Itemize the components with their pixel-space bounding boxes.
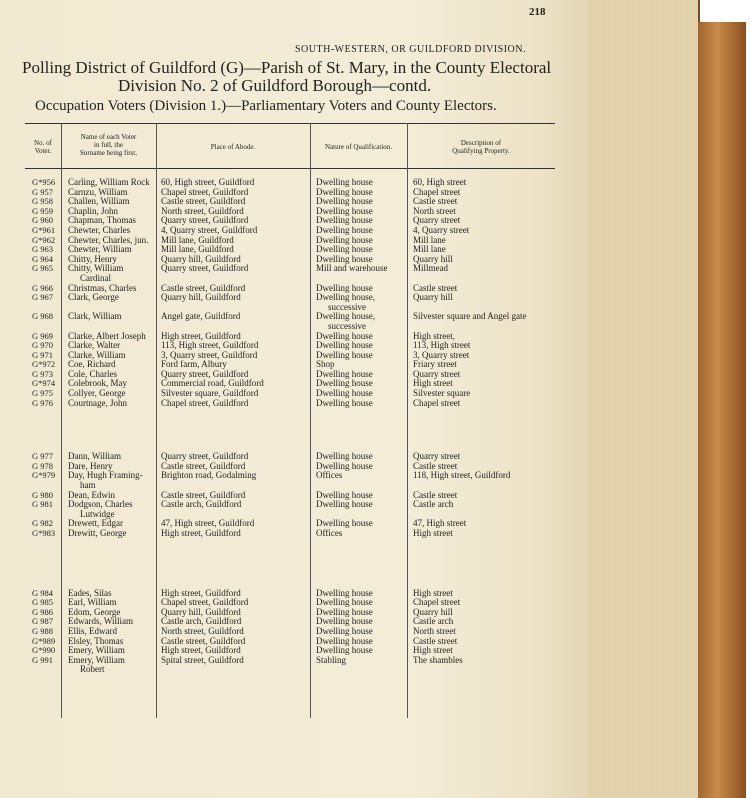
voter-number: G*983 (32, 528, 56, 538)
column-header-text: Nature of Qualification. (324, 143, 393, 151)
voter-name-continuation: Lutwidge (80, 508, 115, 519)
voter-name (68, 293, 119, 303)
qualification-line: Stabling (316, 654, 347, 665)
voter-number: G*974 (32, 378, 56, 389)
voter-name (68, 529, 126, 539)
table-row (25, 399, 555, 409)
table-row (25, 293, 555, 312)
voter-name-line: Edom, George (68, 606, 121, 617)
column-header-text: Place of Abode. (210, 143, 256, 151)
place-of-abode: Castle street, Guildford (161, 196, 246, 207)
place-of-abode: High street, Guildford (161, 587, 241, 598)
qualification-line: Dwelling house (316, 177, 373, 187)
place-of-abode: Mill lane, Guildford (161, 244, 234, 255)
place-of-abode: North street, Guildford (161, 625, 244, 636)
voter-number: G*956 (32, 177, 56, 187)
voter-name-line: Dann, William (68, 451, 121, 462)
place-of-abode: Quarry street, Guildford (161, 368, 249, 379)
voter-number: G 988 (32, 625, 54, 636)
voter-name-line: Chitty, Henry (68, 253, 117, 264)
voter-number: G 975 (32, 388, 54, 399)
property-description: High street (413, 528, 453, 538)
column-header-name (61, 133, 156, 157)
qualification-line: Dwelling house (316, 645, 373, 656)
place-of-abode: Chapel street, Guildford (161, 397, 249, 408)
voter-name-line: Carling, William Rock (68, 177, 150, 187)
voter-name-line: Coe, Richard (68, 359, 116, 370)
qualification-line: Dwelling house (316, 234, 373, 245)
place-of-abode: Angel gate, Guildford (161, 311, 241, 322)
voter-name-line: Dean, Edwin (68, 489, 115, 500)
qualification-line: Dwelling house (316, 205, 373, 216)
place-of-abode: Chapel street, Guildford (161, 597, 249, 608)
place-of-abode: High street, Guildford (161, 330, 241, 341)
section-title: Occupation Voters (Division 1.)—Parliamentary Voters and County Electors. (35, 98, 497, 114)
qualification-line: Dwelling house (316, 616, 373, 627)
place-of-abode: Silvester square, Guildford (161, 388, 259, 399)
property-description: Castle street (413, 196, 458, 207)
voter-name-line: Emery, William (68, 654, 125, 665)
column-header-text: Qualifying Property. (452, 147, 510, 155)
voter-number: G 970 (32, 340, 54, 351)
qualification-line: Shop (316, 359, 335, 370)
qualification-line: Dwelling house (316, 215, 373, 226)
property-description: High street (413, 587, 453, 598)
voter-name-line: Clarke, Walter (68, 340, 121, 351)
place-of-abode: Quarry hill, Guildford (161, 292, 241, 303)
voter-number: G*990 (32, 645, 56, 656)
title-line-1: Polling District of Guildford (G)—Parish of St. Mary, in the County Electoral (22, 58, 552, 77)
voter-name-line: Earl, William (68, 597, 117, 608)
place-of-abode: 60, High street, Guildford (161, 177, 255, 187)
voter-number: G 991 (32, 654, 54, 665)
voter-name-line: Collyer, George (68, 388, 126, 399)
property-description: 113, High street (413, 340, 471, 351)
qualification (316, 656, 346, 666)
property-description: Quarry street (413, 368, 461, 379)
qualification-line: Dwelling house (316, 330, 373, 341)
property-description: 3, Quarry street (413, 349, 470, 360)
qualification-line: Dwelling house, (316, 292, 375, 303)
column-header-no (25, 139, 61, 155)
voter-name (68, 264, 123, 283)
voter-name (68, 471, 143, 490)
qualification-line: Dwelling house (316, 224, 373, 235)
place-of-abode: Castle street, Guildford (161, 635, 246, 646)
column-header-abode (156, 143, 310, 151)
page-number: 218 (529, 6, 546, 18)
qualification (316, 293, 375, 312)
qualification-line: Mill and warehouse (316, 263, 388, 274)
column-header-qualification (310, 143, 407, 151)
voter-name-line: Chewter, Charles, jun. (68, 234, 149, 245)
voter-number: G*989 (32, 635, 56, 646)
place-of-abode: Commercial road, Guildford (161, 378, 264, 389)
voter-name-line: Clark, George (68, 292, 119, 303)
place-of-abode: North street, Guildford (161, 205, 244, 216)
place-of-abode: 4, Quarry street, Guildford (161, 224, 258, 235)
place-of-abode: Castle arch, Guildford (161, 499, 242, 510)
place-of-abode: Castle street, Guildford (161, 489, 246, 500)
table-row (25, 529, 555, 539)
voter-name-line: Elsley, Thomas (68, 635, 124, 646)
qualification (316, 399, 373, 409)
qualification-line: Dwelling house (316, 388, 373, 399)
column-header-text: No. of (34, 139, 52, 147)
qualification-line: Dwelling house (316, 340, 373, 351)
property-description: Quarry street (413, 451, 461, 462)
property-description: Castle street (413, 282, 458, 293)
qualification-line: Dwelling house, (316, 311, 375, 322)
table-row (25, 264, 555, 283)
table-top-rule (25, 123, 555, 124)
place-of-abode: High street, Guildford (161, 645, 241, 656)
voter-name-line: Challen, William (68, 196, 130, 207)
property-description: Chapel street (413, 186, 461, 197)
place-of-abode: Quarry street, Guildford (161, 451, 249, 462)
voter-number: G 957 (32, 186, 54, 197)
qualification (316, 500, 373, 510)
voter-number: G 965 (32, 263, 54, 274)
qualification-line: Dwelling house (316, 597, 373, 608)
voter-number: G*972 (32, 359, 56, 370)
voter-name-line: Clarke, William (68, 349, 126, 360)
property-description: Quarry hill (413, 253, 453, 264)
column-header-text: Voter. (34, 147, 52, 155)
voter-table (25, 123, 555, 718)
voter-name-line: Clark, William (68, 311, 122, 322)
voter-name-line: Chaplin, John (68, 205, 119, 216)
place-of-abode: High street, Guildford (161, 528, 241, 538)
voter-number: G 980 (32, 489, 54, 500)
qualification-line: Dwelling house (316, 587, 373, 598)
voter-name-line: Colebrook, May (68, 378, 127, 389)
qualification (316, 312, 375, 331)
place-of-abode: Mill lane, Guildford (161, 234, 234, 245)
place-of-abode: Spital street, Guildford (161, 654, 244, 665)
qualification-line: Dwelling house (316, 451, 373, 462)
property-description: Quarry hill (413, 292, 453, 303)
running-head: SOUTH-WESTERN, OR GUILDFORD DIVISION. (295, 44, 526, 55)
voter-number: G 969 (32, 330, 54, 341)
property-description: Friary street (413, 359, 457, 370)
place-of-abode: 47, High street, Guildford (161, 518, 255, 529)
table-row (25, 500, 555, 519)
place-of-abode: 3, Quarry street, Guildford (161, 349, 258, 360)
table-row (25, 656, 555, 675)
voter-name-line: Dare, Henry (68, 460, 113, 471)
column-header-text: Surname being first. (80, 149, 137, 157)
qualification (316, 264, 387, 274)
qualification-line: Dwelling house (316, 625, 373, 636)
place-of-abode: 113, High street, Guildford (161, 340, 259, 351)
place-of-abode: Ford farm, Albury (161, 359, 227, 370)
property-description: Chapel street (413, 597, 461, 608)
property-description: High street (413, 645, 453, 656)
property-description: Quarry street (413, 215, 461, 226)
qualification-line: Dwelling house (316, 244, 373, 255)
column-header-text: in full, the (94, 141, 123, 149)
voter-name-line: Chewter, Charles (68, 224, 131, 235)
property-description: The shambles (413, 654, 463, 665)
property-description: North street (413, 205, 456, 216)
voter-number: G*962 (32, 234, 56, 245)
voter-name-continuation: ham (80, 480, 96, 491)
voter-name-continuation: Robert (80, 664, 105, 675)
voter-name-line: Chitty, William (68, 263, 124, 274)
voter-name-line: Ellis, Edward (68, 625, 117, 636)
property-description: Silvester square and Angel gate (413, 311, 527, 322)
property-description: High street (413, 378, 453, 389)
voter-number: G 986 (32, 606, 54, 617)
property-description: 4, Quarry street (413, 224, 470, 235)
property-description: High street, (413, 330, 455, 341)
voter-name-line: Day, Hugh Framing- (68, 470, 143, 481)
voter-number: G 966 (32, 282, 54, 293)
voter-number: G 971 (32, 349, 54, 360)
qualification (316, 471, 342, 481)
property-description: Mill lane (413, 244, 446, 255)
voter-number: G 960 (32, 215, 54, 226)
qualification-line: Dwelling house (316, 489, 373, 500)
qualification-line: Dwelling house (316, 349, 373, 360)
voter-number: G*979 (32, 470, 56, 481)
qualification-line: Dwelling house (316, 196, 373, 207)
voter-name-line: Drewett, Edgar (68, 518, 123, 529)
table-row (25, 312, 555, 331)
property-description: Castle arch (413, 616, 454, 627)
place-of-abode: Quarry hill, Guildford (161, 606, 241, 617)
qualification-line: Dwelling house (316, 282, 373, 293)
voter-name (68, 312, 121, 322)
property-description: Quarry hill (413, 606, 453, 617)
voter-number: G 967 (32, 292, 54, 303)
voter-number: G 958 (32, 196, 54, 207)
voter-name-line: Dodgson, Charles (68, 499, 133, 510)
qualification-line: Dwelling house (316, 460, 373, 471)
qualification-line: Dwelling house (316, 606, 373, 617)
property-description: Castle street (413, 460, 458, 471)
qualification-line: Dwelling house (316, 253, 373, 264)
voter-name-line: Eades, Silas (68, 587, 112, 598)
place-of-abode: Quarry hill, Guildford (161, 253, 241, 264)
voter-number: G 964 (32, 253, 54, 264)
qualification-line: Dwelling house (316, 397, 373, 408)
voter-name-line: Edwards, William (68, 616, 133, 627)
place-of-abode: Chapel street, Guildford (161, 186, 249, 197)
voter-name-line: Christmas, Charles (68, 282, 137, 293)
place-of-abode: Brighton road, Godalming (161, 470, 257, 481)
voter-number: G 963 (32, 244, 54, 255)
voter-name-line: Carnzu, William (68, 186, 128, 197)
place-of-abode: Quarry street, Guildford (161, 215, 249, 226)
voter-name (68, 500, 133, 519)
voter-number: G 978 (32, 460, 54, 471)
property-description: 60, High street (413, 177, 467, 187)
voter-name-line: Chewter, William (68, 244, 132, 255)
property-description: Castle street (413, 489, 458, 500)
qualification (316, 529, 342, 539)
property-description: Silvester square (413, 388, 471, 399)
property-description: Mill lane (413, 234, 446, 245)
qualification-line: Dwelling house (316, 635, 373, 646)
voter-number: G 976 (32, 397, 54, 408)
voter-number: G 984 (32, 587, 54, 598)
voter-name-line: Chapman, Thomas (68, 215, 136, 226)
place-of-abode: Castle street, Guildford (161, 282, 246, 293)
qualification-continuation: successive (328, 301, 366, 312)
property-description: North street (413, 625, 456, 636)
place-of-abode: Castle arch, Guildford (161, 616, 242, 627)
qualification-line: Dwelling house (316, 518, 373, 529)
voter-number: G 977 (32, 451, 54, 462)
voter-number: G 959 (32, 205, 54, 216)
qualification-continuation: successive (328, 320, 366, 331)
property-description: Millmead (413, 263, 448, 274)
qualification-line: Offices (316, 470, 343, 481)
voter-number: G 987 (32, 616, 54, 627)
table-header-rule (25, 168, 555, 169)
voter-number: G 973 (32, 368, 54, 379)
voter-name-line: Cole, Charles (68, 368, 117, 379)
property-description: Castle street (413, 635, 458, 646)
table-row (25, 471, 555, 490)
qualification-line: Dwelling house (316, 378, 373, 389)
voter-name (68, 399, 127, 409)
property-description: 47, High street (413, 518, 467, 529)
qualification-line: Dwelling house (316, 186, 373, 197)
column-header-text: Name of each Voter (80, 133, 137, 141)
qualification-line: Offices (316, 528, 343, 538)
voter-name-line: Courtnage, John (68, 397, 127, 408)
voter-number: G 982 (32, 518, 54, 529)
column-header-text: Description of (460, 139, 502, 147)
book-cover-edge (698, 22, 746, 798)
qualification-line: Dwelling house (316, 499, 373, 510)
voter-number: G 968 (32, 311, 54, 322)
property-description: 118, High street, Guildford (413, 470, 511, 481)
voter-name-continuation: Cardinal (80, 272, 111, 283)
title-line-2: Division No. 2 of Guildford Borough—contd. (118, 76, 432, 95)
property-description: Chapel street (413, 397, 461, 408)
voter-name-line: Drewitt, George (68, 528, 127, 538)
voter-number: G*961 (32, 224, 56, 235)
page-edges (588, 0, 700, 798)
voter-name (68, 656, 125, 675)
voter-name-line: Clarke, Albert Joseph (68, 330, 146, 341)
column-header-description (407, 139, 555, 155)
voter-name-line: Emery, William (68, 645, 125, 656)
place-of-abode: Castle street, Guildford (161, 460, 246, 471)
voter-rows (25, 178, 555, 675)
qualification-line: Dwelling house (316, 368, 373, 379)
place-of-abode: Quarry street, Guildford (161, 263, 249, 274)
voter-number: G 981 (32, 499, 54, 510)
voter-number: G 985 (32, 597, 54, 608)
property-description: Castle arch (413, 499, 454, 510)
